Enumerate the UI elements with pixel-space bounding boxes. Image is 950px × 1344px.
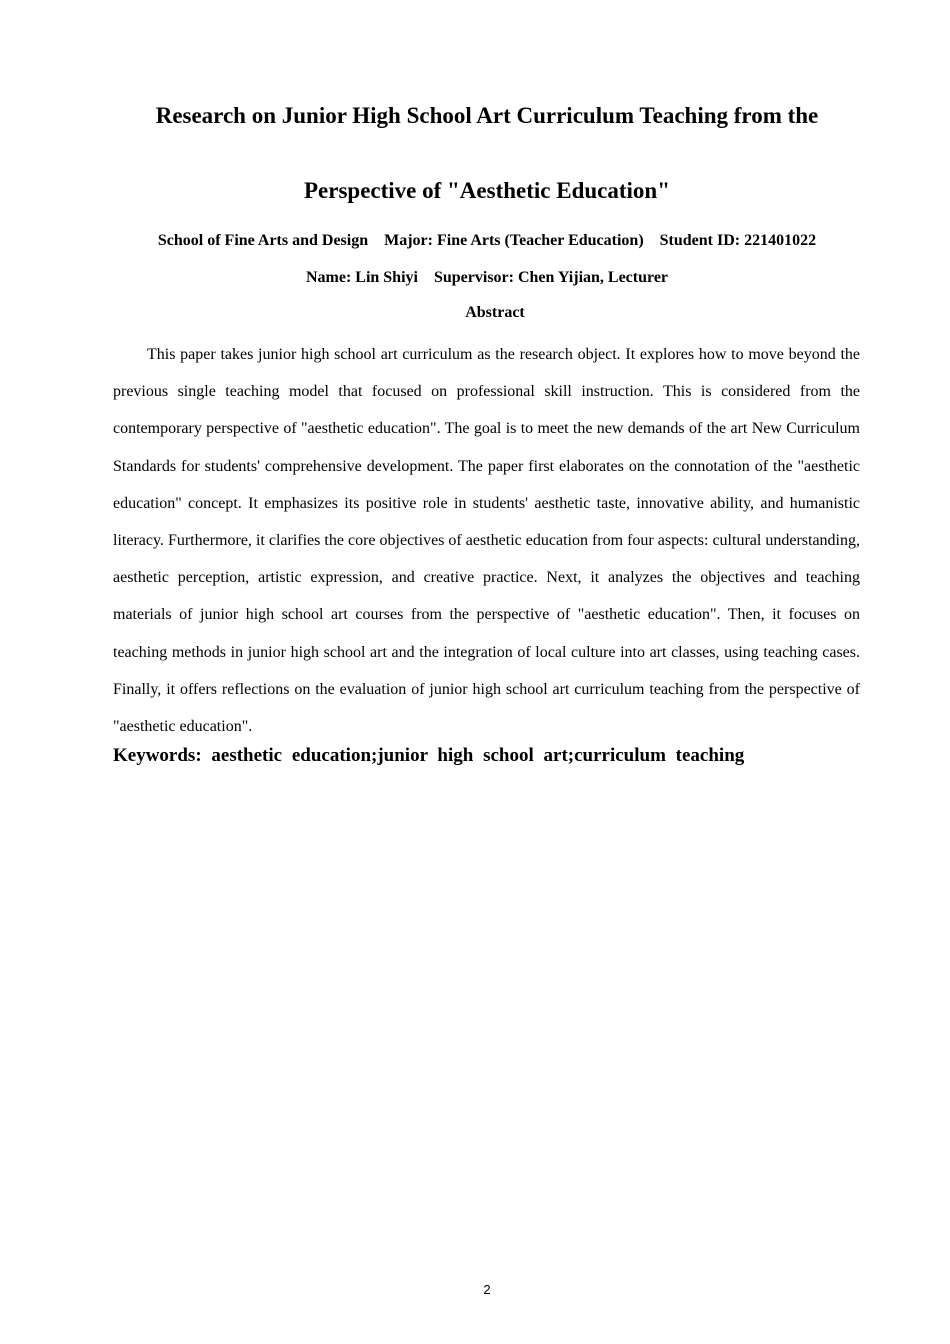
student-name: Name: Lin Shiyi (305, 269, 418, 286)
title-line-1: Research on Junior High School Art Curriculum Teaching from the (155, 103, 819, 128)
school-name: School of Fine Arts and Design (157, 232, 369, 249)
keywords-line: Keywords: aesthetic education;junior high school art;curriculum teaching (113, 745, 745, 766)
author-info-line-2 (0, 267, 950, 289)
supervisor: Supervisor: Chen Yijian, Lecturer (433, 269, 669, 286)
student-id: Student ID: 221401022 (659, 232, 817, 249)
major: Major: Fine Arts (Teacher Education) (384, 232, 644, 249)
author-info-line-1 (0, 230, 950, 252)
abstract-heading: Abstract (465, 304, 525, 321)
abstract-paragraph: This paper takes junior high school art curriculum as the research object. It explores how to move beyond the previous single teaching model that focused on professional skill instruction. This is considered from the contemporary perspective of "aesthetic education". The goal is to meet the new demands of the art New Curriculum Standards for students' comprehensive development. The paper first elaborates on the connotation of the "aesthetic education" concept. It emphasizes its positive role in students' aesthetic taste, innovative ability, and humanistic literacy. Furthermore, it clarifies the core objectives of aesthetic education from four aspects: cultural understanding, aesthetic perception, artistic expression, and creative practice. Next, it analyzes the objectives and teaching materials of junior high school art courses from the perspective of "aesthetic education". Then, it focuses on teaching methods in junior high school art and the integration of local culture into art classes, using teaching cases. Finally, it offers reflections on the evaluation of junior high school art curriculum teaching from the perspective of "aesthetic education". (113, 346, 860, 736)
page-number: 2 (483, 1282, 491, 1297)
title-line-2: Perspective of "Aesthetic Education" (304, 178, 670, 203)
